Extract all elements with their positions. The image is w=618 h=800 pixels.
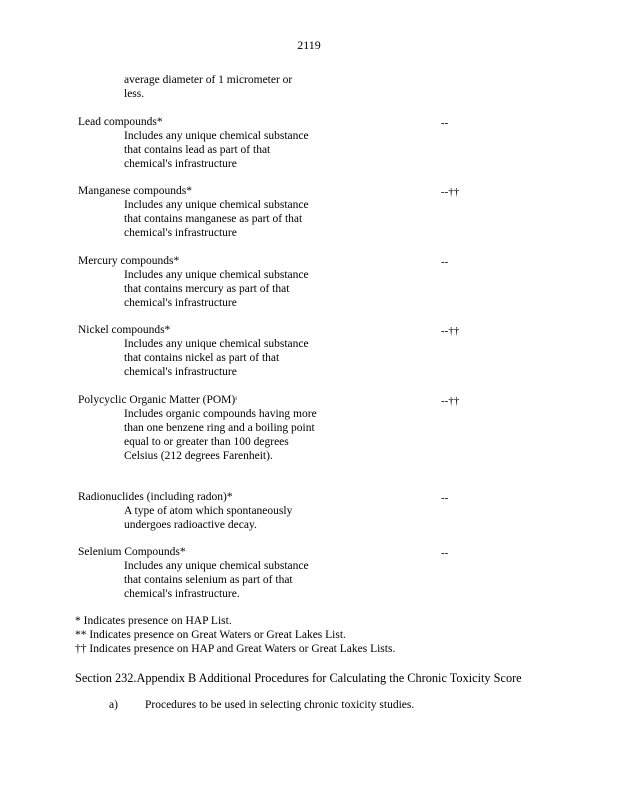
subsection-text: Procedures to be used in selecting chronic toxicity studies. — [145, 699, 415, 711]
entry-mark: --†† — [441, 395, 460, 407]
entry-mercury-compounds — [78, 254, 478, 310]
entry-mark: --†† — [441, 325, 460, 337]
entry-polycyclic-organic-matter — [78, 393, 478, 463]
footnote-marker: i — [235, 396, 237, 402]
entry-name: Lead compounds* — [78, 116, 163, 128]
entry-description: Includes any unique chemical substance that contains nickel as part of that chemical's infrastructure — [124, 338, 309, 378]
page-number: 2119 — [297, 38, 321, 52]
entry-mark: --†† — [441, 186, 460, 198]
entry-name: Nickel compounds* — [78, 324, 171, 336]
entry-radionuclides — [78, 490, 478, 532]
entry-name: Selenium Compounds* — [78, 546, 186, 558]
entry-mark: -- — [441, 117, 449, 129]
entry-description: Includes organic compounds having more than one benzene ring and a boiling point equal to or greater than 100 degrees Celsius (212 degrees Farenheit). — [124, 408, 317, 462]
entry-lead-compounds — [78, 115, 478, 171]
footnote: * Indicates presence on HAP List. — [75, 615, 232, 627]
entry-description: Includes any unique chemical substance that contains lead as part of that chemical's infrastructure — [124, 130, 309, 170]
entry-name: Polycyclic Organic Matter (POM)$^i$ — [78, 394, 237, 406]
entry-mark: -- — [441, 547, 449, 559]
entry-name: Manganese compounds* — [78, 185, 193, 197]
entry-description: Includes any unique chemical substance that contains manganese as part of that chemical's infrastructure — [124, 199, 309, 239]
section-heading: Section 232.Appendix B Additional Procedures for Calculating the Chronic Toxicity Score — [75, 671, 522, 685]
entry-description: Includes any unique chemical substance that contains selenium as part of that chemical's infrastructure. — [124, 560, 309, 600]
footnote: ** Indicates presence on Great Waters or Great Lakes List. — [75, 629, 346, 641]
entry-mark: -- — [441, 256, 449, 268]
entry-mark: -- — [441, 492, 449, 504]
entry-nickel-compounds — [78, 323, 478, 379]
subsection-label: a) — [109, 699, 118, 711]
entry-name: Mercury compounds* — [78, 255, 180, 267]
continued-description: average diameter of 1 micrometer or less. — [124, 74, 293, 100]
entry-description: A type of atom which spontaneously undergoes radioactive decay. — [124, 505, 293, 531]
subsection-item — [109, 698, 414, 712]
footnotes — [75, 614, 595, 656]
entry-manganese-compounds — [78, 184, 478, 240]
entry-selenium-compounds — [78, 545, 478, 601]
entry-description: Includes any unique chemical substance that contains mercury as part of that chemical's infrastructure — [124, 269, 309, 309]
entry-name: Radionuclides (including radon)* — [78, 491, 233, 503]
footnote: †† Indicates presence on HAP and Great Waters or Great Lakes Lists. — [75, 643, 396, 655]
